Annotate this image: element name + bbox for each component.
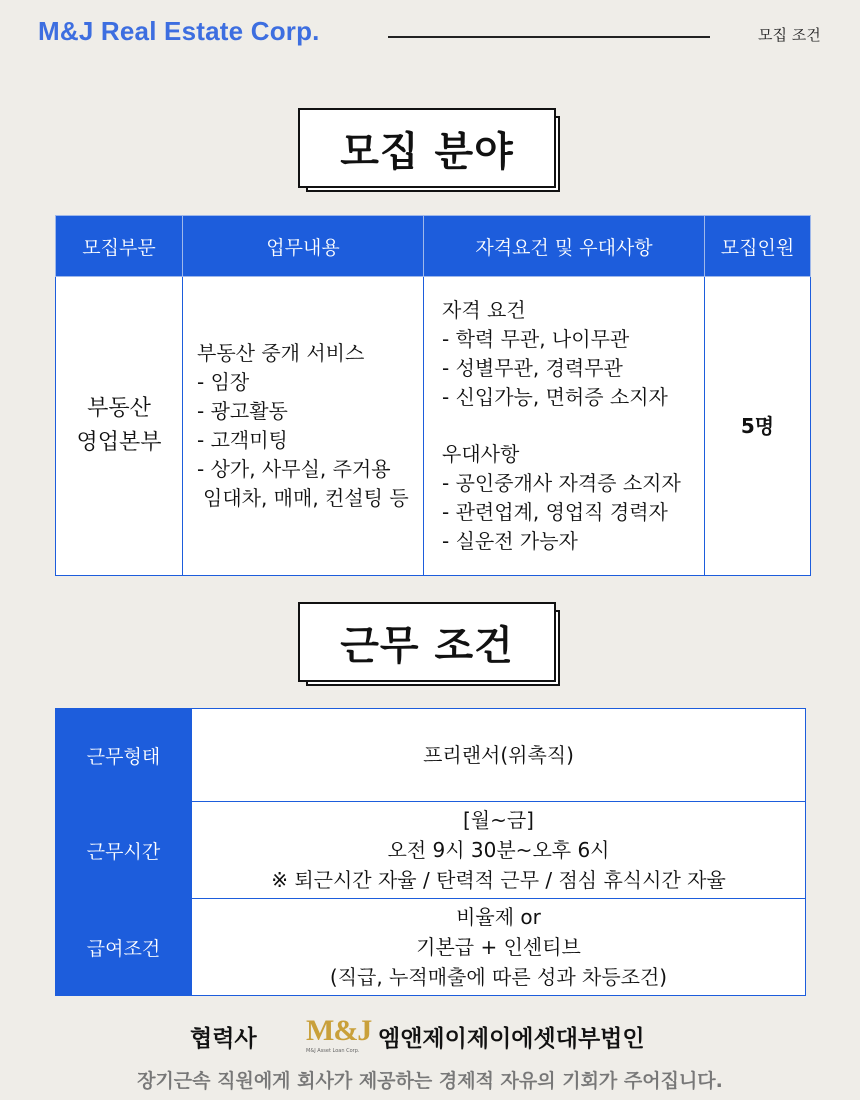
- column-header: 자격요건 및 우대사항: [424, 216, 705, 277]
- jobs-item: - 상가, 사무실, 주거용: [197, 457, 391, 481]
- row-label: 근무시간: [56, 802, 192, 899]
- table-row: [56, 277, 811, 576]
- headcount-cell: 5명: [705, 277, 811, 576]
- row-value-line: 오전 9시 30분~오후 6시: [387, 838, 610, 862]
- qualifications-title: 자격 요건: [442, 298, 526, 322]
- section-title-conditions: [298, 602, 556, 682]
- jobs-item: - 고객미팅: [197, 428, 288, 452]
- preferences-item: - 공인중개사 자격증 소지자: [442, 471, 681, 495]
- row-value: [192, 899, 806, 996]
- table-row: [56, 899, 806, 996]
- jobs-item: - 광고활동: [197, 399, 288, 423]
- department-cell: [56, 277, 183, 576]
- partner-logo-text: M&J: [306, 1014, 372, 1047]
- column-header: 모집부문: [56, 216, 183, 277]
- row-value-line: 비율제 or: [456, 905, 541, 929]
- recruit-table: [55, 215, 811, 576]
- recruit-table-header-row: [56, 216, 811, 277]
- row-value-line: 기본급 + 인센티브: [416, 935, 581, 959]
- qualifications-cell: [424, 277, 705, 576]
- qualifications-item: - 학력 무관, 나이무관: [442, 327, 630, 351]
- brand-title: M&J Real Estate Corp.: [38, 16, 320, 46]
- row-value-line: ※ 퇴근시간 자율 / 탄력적 근무 / 점심 휴식시간 자율: [271, 868, 726, 892]
- partner-logo-subtext: M&J Asset Loan Corp.: [306, 1048, 360, 1054]
- section-title-recruit: [298, 108, 556, 188]
- jobs-title: 부동산 중개 서비스: [197, 341, 365, 365]
- qualifications-item: - 신입가능, 면허증 소지자: [442, 385, 668, 409]
- row-value: [192, 709, 806, 802]
- spacer: [442, 412, 704, 440]
- partner-name: 엠앤제이제이에셋대부법인: [378, 1026, 645, 1052]
- table-row: [56, 802, 806, 899]
- preferences-title: 우대사항: [442, 442, 520, 466]
- partner-section: [0, 1012, 860, 1056]
- header-divider: [388, 36, 710, 38]
- partner-logo: [300, 1016, 372, 1056]
- partner-label: 협력사: [190, 1026, 257, 1052]
- department-line: 부동산: [87, 396, 151, 421]
- row-label: 급여조건: [56, 899, 192, 996]
- row-value: [192, 802, 806, 899]
- section-title-conditions-text: 근무 조건: [298, 602, 556, 682]
- column-header: 모집인원: [705, 216, 811, 277]
- work-conditions-table: [55, 708, 806, 996]
- row-label: 근무형태: [56, 709, 192, 802]
- row-value-line: (직급, 누적매출에 따른 성과 차등조건): [329, 965, 668, 989]
- department-line: 영업본부: [76, 430, 162, 455]
- qualifications-item: - 성별무관, 경력무관: [442, 356, 623, 380]
- table-row: [56, 709, 806, 802]
- header-section-label: 모집 조건: [758, 26, 821, 44]
- section-title-recruit-text: 모집 분야: [298, 108, 556, 188]
- jobs-item: 임대차, 매매, 컨설팅 등: [203, 486, 409, 510]
- row-value-line: 프리랜서(위촉직): [423, 743, 574, 767]
- jobs-item: - 임장: [197, 370, 250, 394]
- jobs-cell: [183, 277, 424, 576]
- page-header: [0, 0, 860, 70]
- column-header: 업무내용: [183, 216, 424, 277]
- preferences-item: - 관련업계, 영업직 경력자: [442, 500, 668, 524]
- row-value-line: [월~금]: [462, 808, 534, 832]
- footer-tagline: 장기근속 직원에게 회사가 제공하는 경제적 자유의 기회가 주어집니다.: [137, 1070, 723, 1092]
- preferences-item: - 실운전 가능자: [442, 529, 578, 553]
